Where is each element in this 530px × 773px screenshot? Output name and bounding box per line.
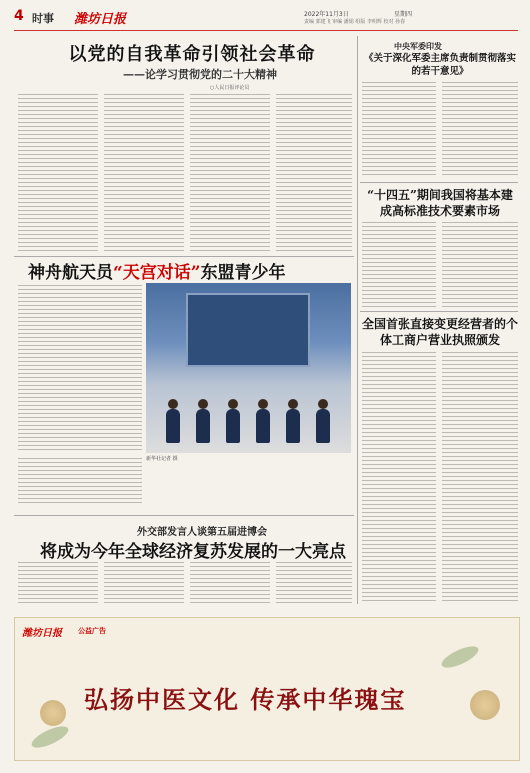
right-body-2 <box>362 222 436 308</box>
lower-body-col-1 <box>18 562 98 606</box>
right-kicker: 中央军委印发 <box>394 42 442 51</box>
feature-headline-highlight: “天宫对话” <box>113 263 201 283</box>
herb-decoration <box>40 700 66 726</box>
page-number: 4 <box>14 8 24 24</box>
right-body-3 <box>362 352 436 604</box>
photo-screen <box>186 293 310 367</box>
lower-kicker: 外交部发言人谈第五届进博会 <box>137 527 267 538</box>
ad-paper-tag: 潍坊日报 <box>22 628 62 639</box>
divider <box>360 311 518 312</box>
feature-body <box>18 285 142 453</box>
lead-body-col-4 <box>276 94 352 254</box>
paper-name: 潍坊日报 <box>74 12 127 27</box>
feature-headline-part-2: 东盟青少年 <box>200 263 286 283</box>
photo-person <box>196 409 210 443</box>
lead-byline: ○人民日报评论员 <box>210 85 250 91</box>
photo-person <box>316 409 330 443</box>
right-headline-1: 《关于深化军委主席负责制贯彻落实的若干意见》 <box>363 53 516 77</box>
photo-person <box>226 409 240 443</box>
column-divider <box>357 36 358 604</box>
herb-decoration <box>470 690 500 720</box>
lower-body-col-3 <box>190 562 270 606</box>
lower-body-col-2 <box>104 562 184 606</box>
ad-slogan: 弘扬中医文化 传承中华瑰宝 <box>84 685 407 714</box>
lower-body-col-4 <box>276 562 352 606</box>
right-body-1b <box>442 82 518 178</box>
photo-person <box>286 409 300 443</box>
ad-section-tag: 公益广告 <box>78 627 106 635</box>
feature-headline <box>28 258 348 283</box>
right-headline-3: 全国首张直接变更经营者的个体工商户营业执照颁发 <box>362 317 519 347</box>
news-photo <box>146 283 351 453</box>
photo-caption: 新华社记者 摄 <box>146 456 178 462</box>
divider <box>14 256 354 257</box>
photo-person <box>256 409 270 443</box>
section-name: 时事 <box>32 12 54 25</box>
right-headline-2: “十四五”期间我国将基本建成高标准技术要素市场 <box>367 188 513 218</box>
lead-body-col-2 <box>104 94 184 254</box>
lead-body-col-3 <box>190 94 270 254</box>
issue-weekday: 星期四 <box>394 11 413 18</box>
right-body-3b <box>442 352 518 604</box>
issue-date: 2022年11月3日 <box>304 11 349 18</box>
lead-body-col-1 <box>18 94 98 254</box>
lead-subheadline: ——论学习贯彻党的二十大精神 <box>123 68 277 81</box>
divider <box>14 515 354 516</box>
right-body-2b <box>442 222 518 308</box>
photo-person <box>166 409 180 443</box>
lead-headline: 以党的自我革命引领社会革命 <box>68 44 316 65</box>
divider <box>360 182 518 183</box>
page-header <box>14 8 518 31</box>
feature-body-2 <box>18 458 142 506</box>
right-body-1 <box>362 82 436 178</box>
editor-credits: 责编 郭建飞 审编 潘娟 组版 李明辉 校对 孙春 <box>304 19 406 25</box>
feature-headline-part-1: 神舟航天员 <box>28 263 113 283</box>
lower-headline: 将成为今年全球经济复苏发展的一大亮点 <box>40 542 346 562</box>
